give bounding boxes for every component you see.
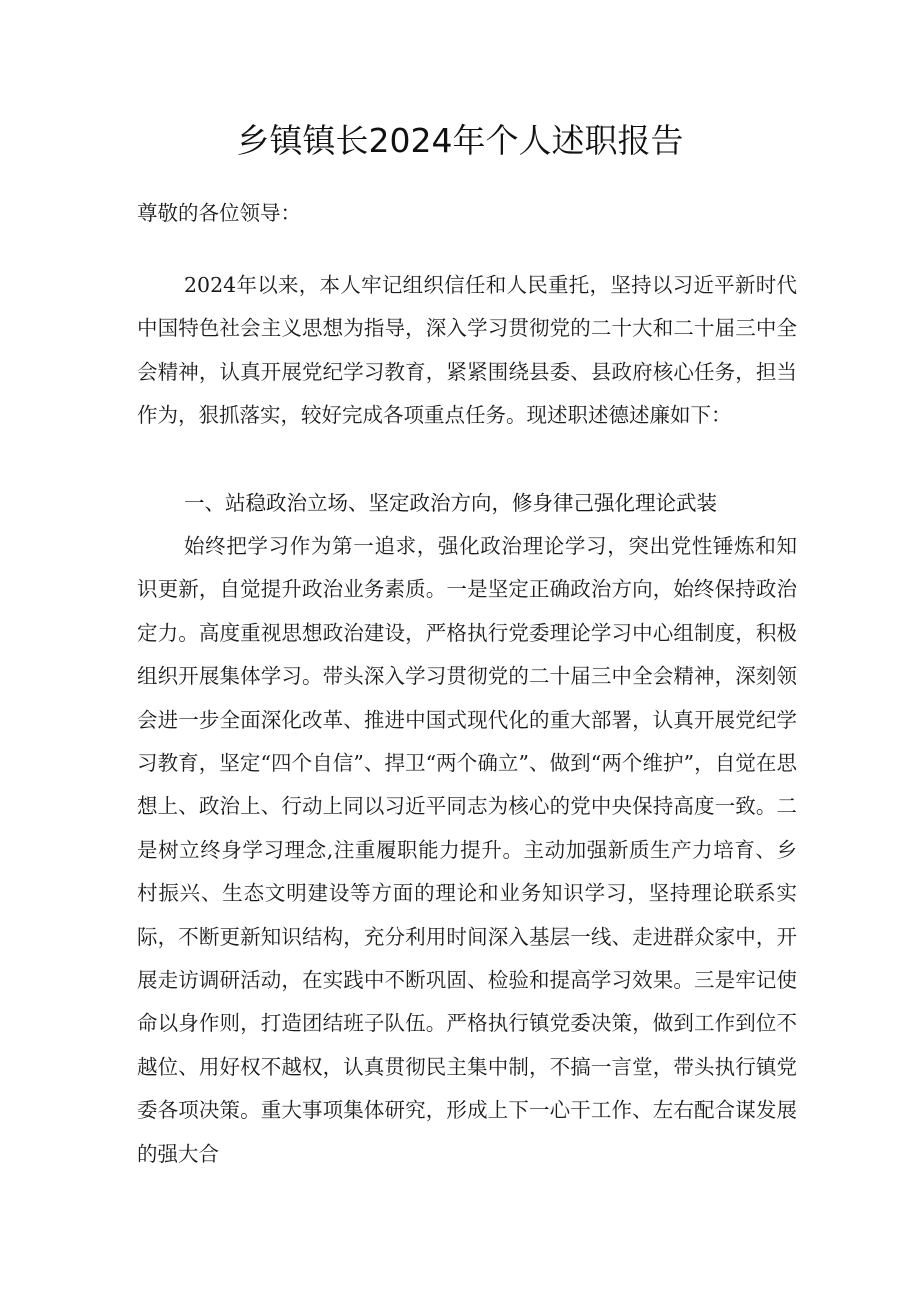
section-heading: 一、站稳政治立场、坚定政治方向，修身律己强化理论武装: [184, 491, 717, 515]
document-title: 乡镇镇长2024年个人述职报告: [236, 121, 684, 160]
section-paragraph: 始终把学习作为第一追求，强化政治理论学习，突出党性锤炼和知识更新，自觉提升政治业务素质。一是坚定正确政治方向，始终保持政治定力。高度重视思想政治建设，严格执行党委理论学习中心组制度，积极组织开展集体学习。带头深入学习贯彻党的二十届三中全会精神，深刻领会进一步全面深化改革、推进中国式现代化的重大部署，认真开展党纪学习教育，坚定“四个自信”、捍卫“两个确立”、做到“两个维护”，自觉在思想上、政治上、行动上同以习近平同志为核心的党中央保持高度一致。二是树立终身学习理念,注重履职能力提升。主动加强新质生产力培育、乡村振兴、生态文明建设等方面的理论和业务知识学习，坚持理论联系实际，不断更新知识结构，充分利用时间深入基层一线、走进群众家中，开展走访调研活动，在实践中不断巩固、检验和提高学习效果。三是牢记使命以身作则，打造团结班子队伍。严格执行镇党委决策，做到工作到位不越位、用好权不越权，认真贯彻民主集中制，不搞一言堂，带头执行镇党委各项决策。重大事项集体研究，形成上下一心干工作、左右配合谋发展的强大合: [137, 534, 797, 1166]
intro-paragraph: 2024年以来，本人牢记组织信任和人民重托，坚持以习近平新时代中国特色社会主义思想为指导，深入学习贯彻党的二十大和二十届三中全会精神，认真开展党纪学习教育，紧紧围绕县委、县政府核心任务，担当作为，狠抓落实，较好完成各项重点任务。现述职述德述廉如下：: [137, 273, 797, 428]
salutation: 尊敬的各位领导：: [137, 201, 301, 225]
